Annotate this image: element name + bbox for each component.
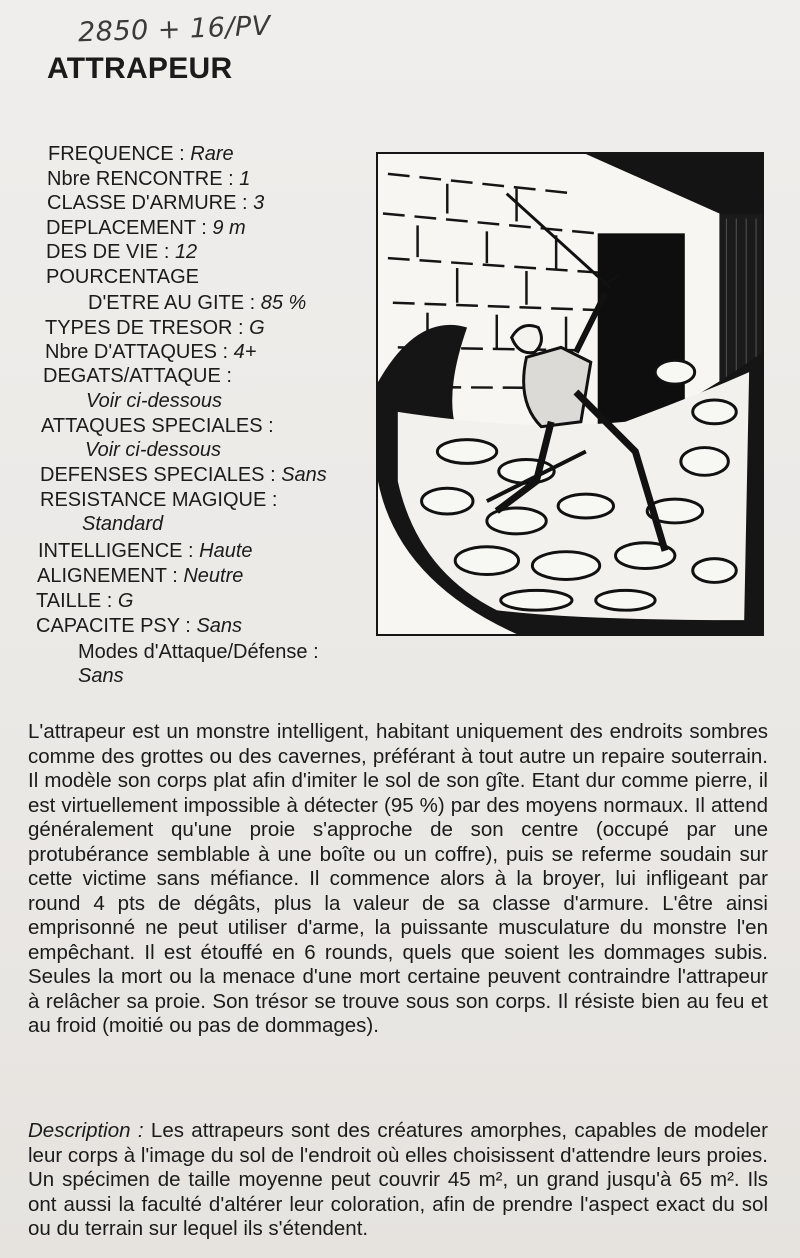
stat-modes-value: Sans [78, 665, 124, 687]
stat-tresor: TYPES DE TRESOR : G [45, 317, 265, 339]
illustration-trapper [376, 152, 764, 636]
handwritten-note: 2850 + 16/PV [77, 10, 272, 49]
stat-frequence: FREQUENCE : Rare [48, 143, 234, 165]
stat-deplacement: DEPLACEMENT : 9 m [46, 217, 246, 239]
stat-defenses: DEFENSES SPECIALES : Sans [40, 464, 327, 486]
stat-rencontre: Nbre RENCONTRE : 1 [47, 168, 251, 190]
stat-resistance-value: Standard [82, 513, 164, 535]
body-paragraph: L'attrapeur est un monstre intelligent, habitant uniquement des endroits sombres comme des grottes ou des cavernes, préférant à tout autre un repaire souterrain. Il modèle son corps plat afin d'imiter le sol de son gîte. Etant dur comme pierre, il est virtuellement impossible à détecter (95 %) par des moyens normaux. Il attend généralement qu'une proie s'approche de son centre (occupé par une protubérance semblable à une boîte ou un coffre), puis se referme soudain sur cette victime sans méfiance. Il commence alors à la broyer, lui infligeant par round 4 pts de dégâts, plus la valeur de sa classe d'armure. L'être ainsi emprisonné ne peut utiliser d'arme, la puissante musculature du monstre l'en empêchant. Il est étouffé en 6 rounds, quels que soient les dommages subis. Seules la mort ou la menace d'une mort certaine peuvent contraindre l'attrapeur à relâcher sa proie. Son trésor se trouve sous son corps. Il résiste bien au feu et au froid (moitié ou pas de dommages). [28, 720, 768, 1037]
stat-degats: DEGATS/ATTAQUE : [43, 365, 232, 387]
stat-des-vie: DES DE VIE : 12 [46, 241, 198, 263]
stat-attaques-speciales: ATTAQUES SPECIALES : [41, 415, 274, 437]
stat-resistance: RESISTANCE MAGIQUE : [40, 489, 278, 511]
stat-degats-value: Voir ci-dessous [86, 390, 222, 412]
stat-gite: D'ETRE AU GITE : 85 % [88, 292, 307, 314]
description-label: Description : [28, 1119, 144, 1142]
stat-attaques: Nbre D'ATTAQUES : 4+ [45, 341, 257, 363]
stat-armure: CLASSE D'ARMURE : 3 [47, 192, 265, 214]
monster-title: ATTRAPEUR [47, 52, 233, 85]
stat-alignement: ALIGNEMENT : Neutre [37, 565, 244, 587]
description-paragraph [28, 1119, 768, 1242]
trapper-drawing [378, 154, 762, 634]
stat-pourcentage: POURCENTAGE [46, 266, 199, 288]
stat-psy: CAPACITE PSY : Sans [36, 615, 243, 637]
stat-modes: Modes d'Attaque/Défense : [78, 641, 319, 663]
stat-intelligence: INTELLIGENCE : Haute [38, 540, 253, 562]
description-text: Les attrapeurs sont des créatures amorphes, capables de modeler leur corps à l'image du sol de l'endroit où elles choisissent d'attendre leurs proies. Un spécimen de taille moyenne peut couvrir 45 m², un grand jusqu'à 65 m². Ils ont aussi la faculté d'altérer leur coloration, afin de prendre l'aspect exact du sol ou du terrain sur lequel ils s'étendent. [28, 1119, 768, 1240]
stat-attaques-speciales-value: Voir ci-dessous [85, 439, 221, 461]
stat-taille: TAILLE : G [36, 590, 134, 612]
